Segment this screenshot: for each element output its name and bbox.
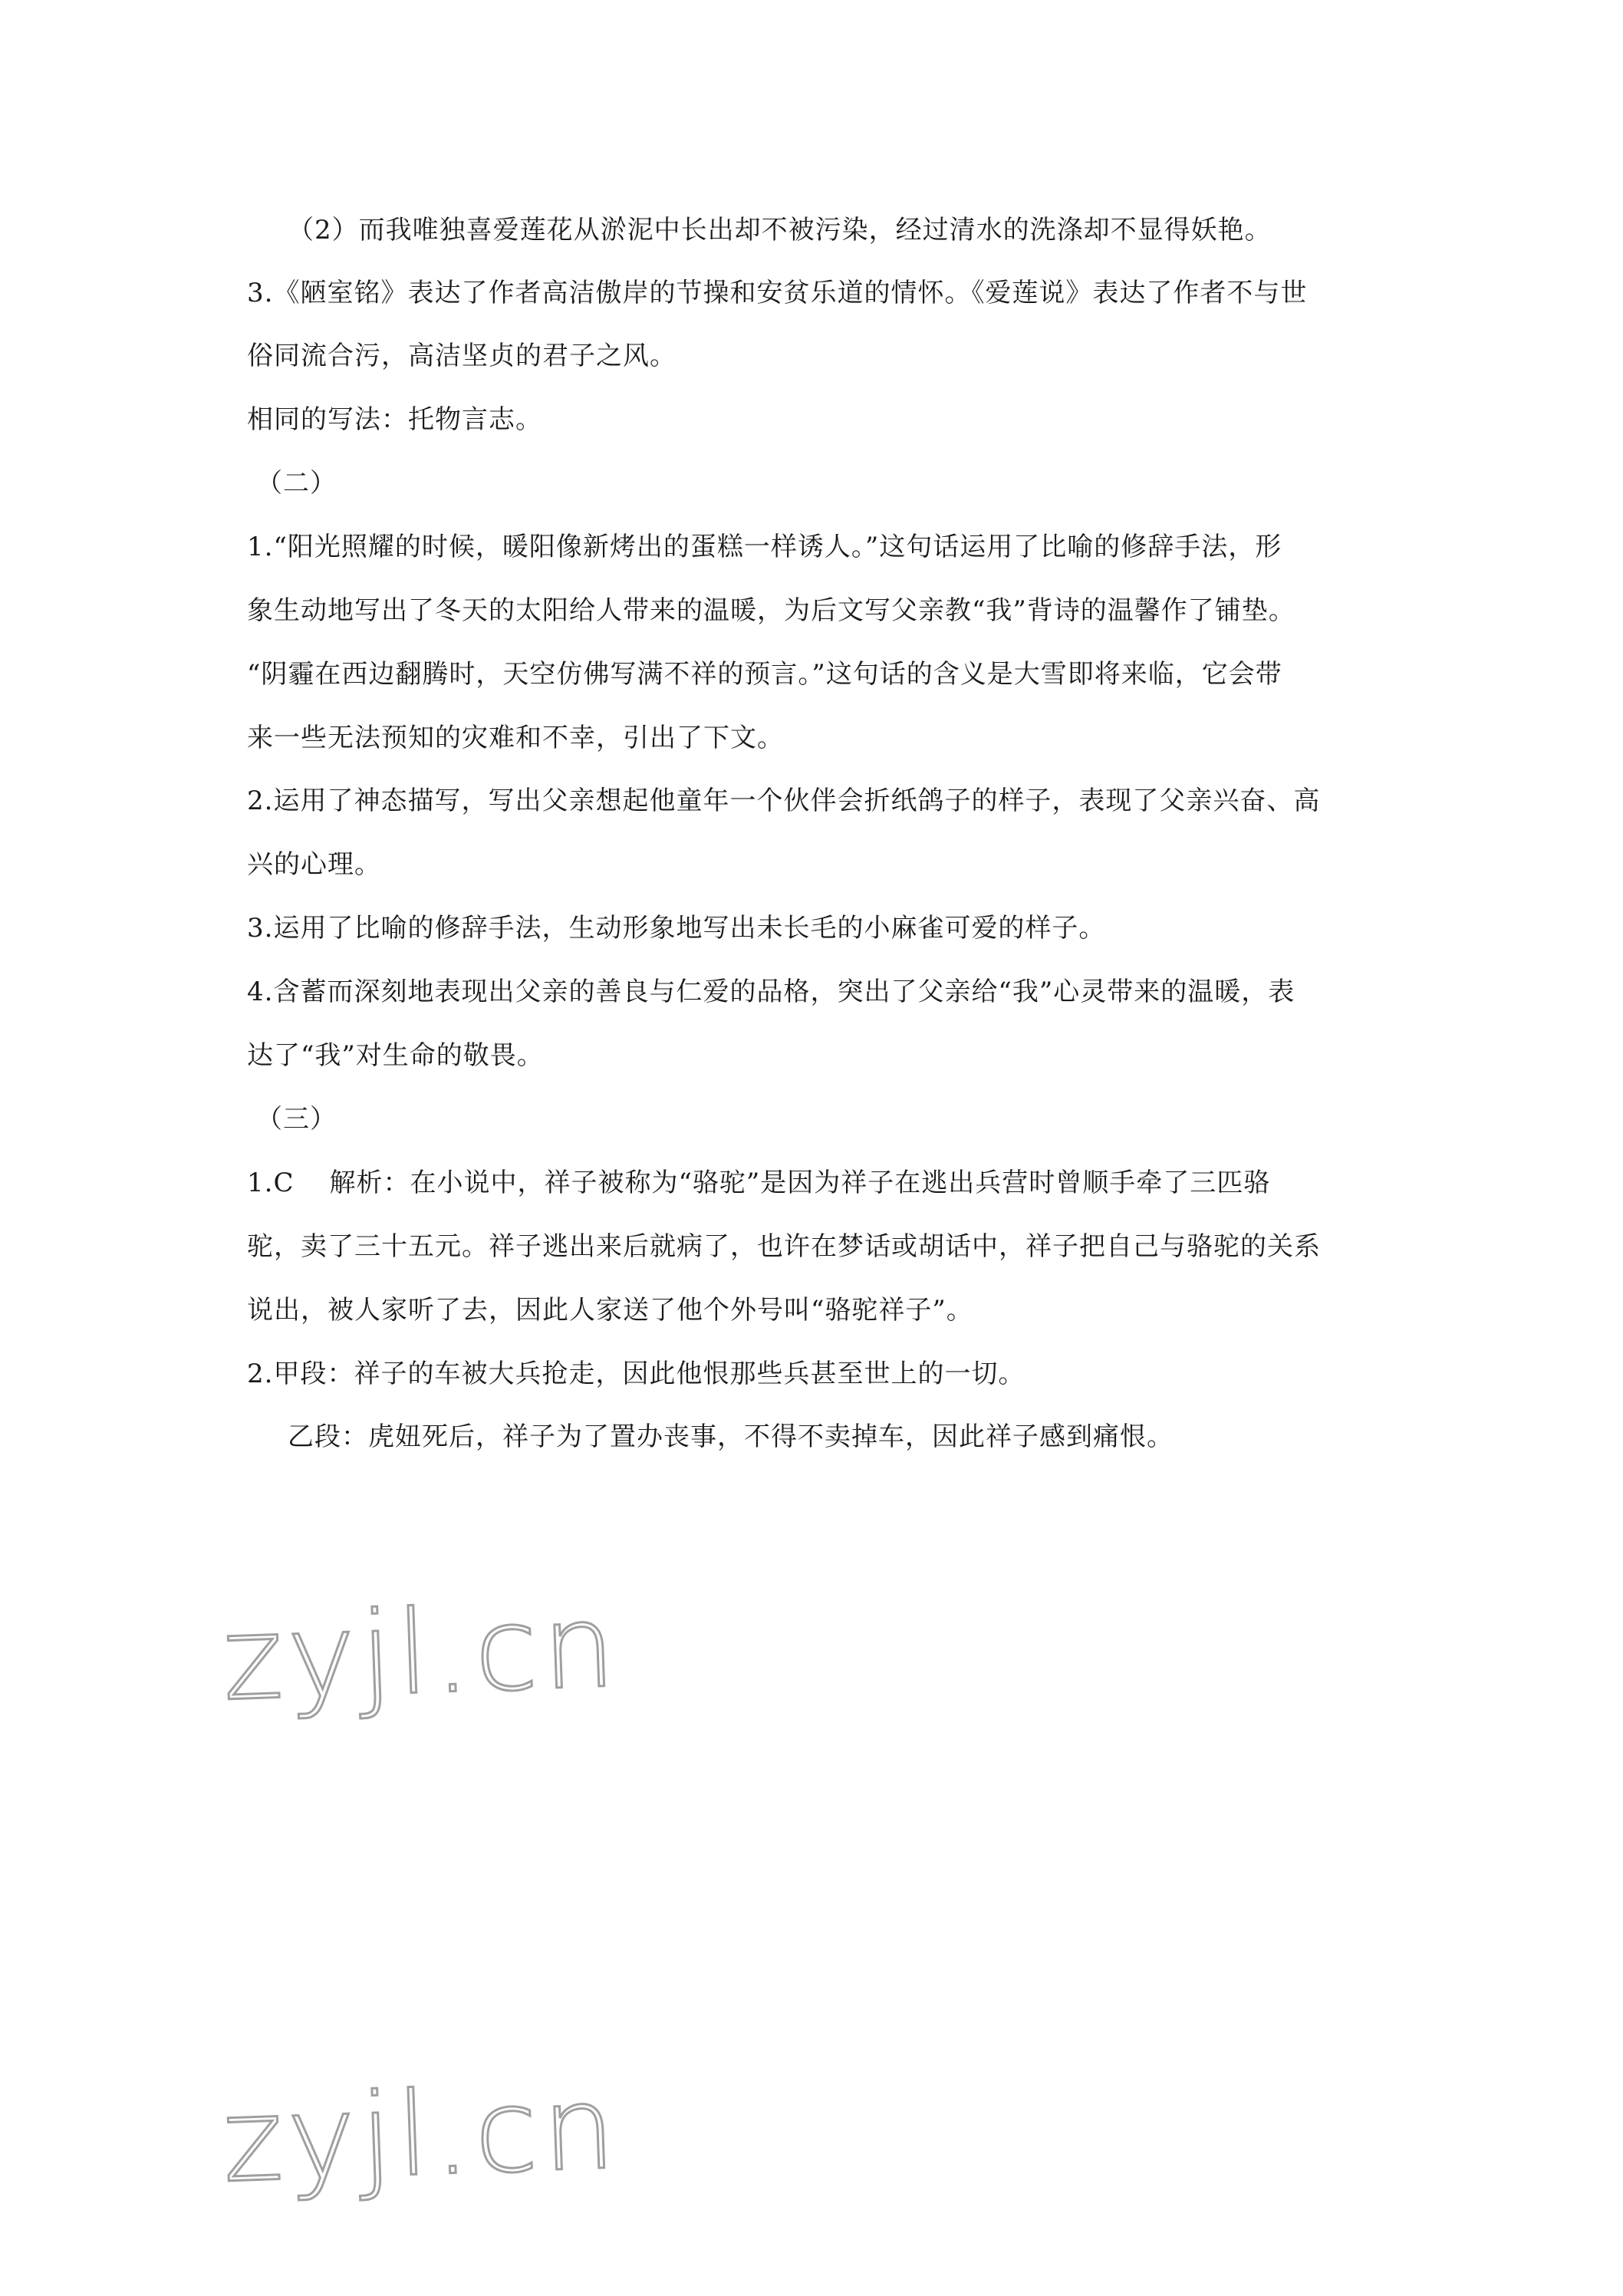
answer-line: 3.《陋室铭》表达了作者高洁傲岸的节操和安贫乐道的情怀。《爱莲说》表达了作者不与世 (247, 278, 1308, 308)
answer-line: “阴霾在西边翻腾时，天空仿佛写满不祥的预言。”这句话的含义是大雪即将来临，它会带 (247, 659, 1282, 690)
watermark: zyjl.cn (220, 1580, 622, 1727)
answer-line: 达了“我”对生命的敬畏。 (247, 1040, 544, 1071)
answer-line: 兴的心理。 (247, 849, 381, 880)
answer-line: 2.运用了神态描写，写出父亲想起他童年一个伙伴会折纸鸽子的样子，表现了父亲兴奋、高 (247, 786, 1321, 816)
answer-choice: 1.C (247, 1168, 295, 1198)
answer-line (247, 1166, 1270, 1200)
answer-line: 1.“阳光照耀的时候，暖阳像新烤出的蛋糕一样诱人。”这句话运用了比喻的修辞手法，形 (247, 532, 1282, 562)
answer-line: 相同的写法：托物言志。 (247, 404, 542, 435)
watermark: zyjl.cn (220, 2061, 622, 2209)
answer-line: 俗同流合污，高洁坚贞的君子之风。 (247, 341, 677, 371)
answer-line: 乙段：虎妞死后，祥子为了置办丧事，不得不卖掉车，因此祥子感到痛恨。 (288, 1421, 1174, 1452)
answer-line: 来一些无法预知的灾难和不幸，引出了下文。 (247, 723, 784, 753)
answer-line: 说出，被人家听了去，因此人家送了他个外号叫“骆驼祥子”。 (247, 1295, 973, 1326)
answer-line: 3.运用了比喻的修辞手法，生动形象地写出未长毛的小麻雀可爱的样子。 (247, 913, 1106, 944)
answer-line: 2.甲段：祥子的车被大兵抢走，因此他恨那些兵甚至世上的一切。 (247, 1359, 1025, 1389)
section-heading: （二） (256, 468, 337, 499)
answer-line: 4.含蓄而深刻地表现出父亲的善良与仁爱的品格，突出了父亲给“我”心灵带来的温暖，表 (247, 977, 1295, 1007)
answer-explanation: 解析：在小说中，祥子被称为“骆驼”是因为祥子在逃出兵营时曾顺手牵了三匹骆 (329, 1168, 1271, 1198)
answer-line: 象生动地写出了冬天的太阳给人带来的温暖，为后文写父亲教“我”背诗的温馨作了铺垫。 (247, 595, 1295, 626)
section-heading: （三） (256, 1104, 337, 1135)
answer-line: 驼，卖了三十五元。祥子逃出来后就病了，也许在梦话或胡话中，祥子把自己与骆驼的关系 (247, 1231, 1321, 1262)
answer-line: （2）而我唯独喜爱莲花从淤泥中长出却不被污染，经过清水的洗涤却不显得妖艳。 (288, 215, 1272, 245)
